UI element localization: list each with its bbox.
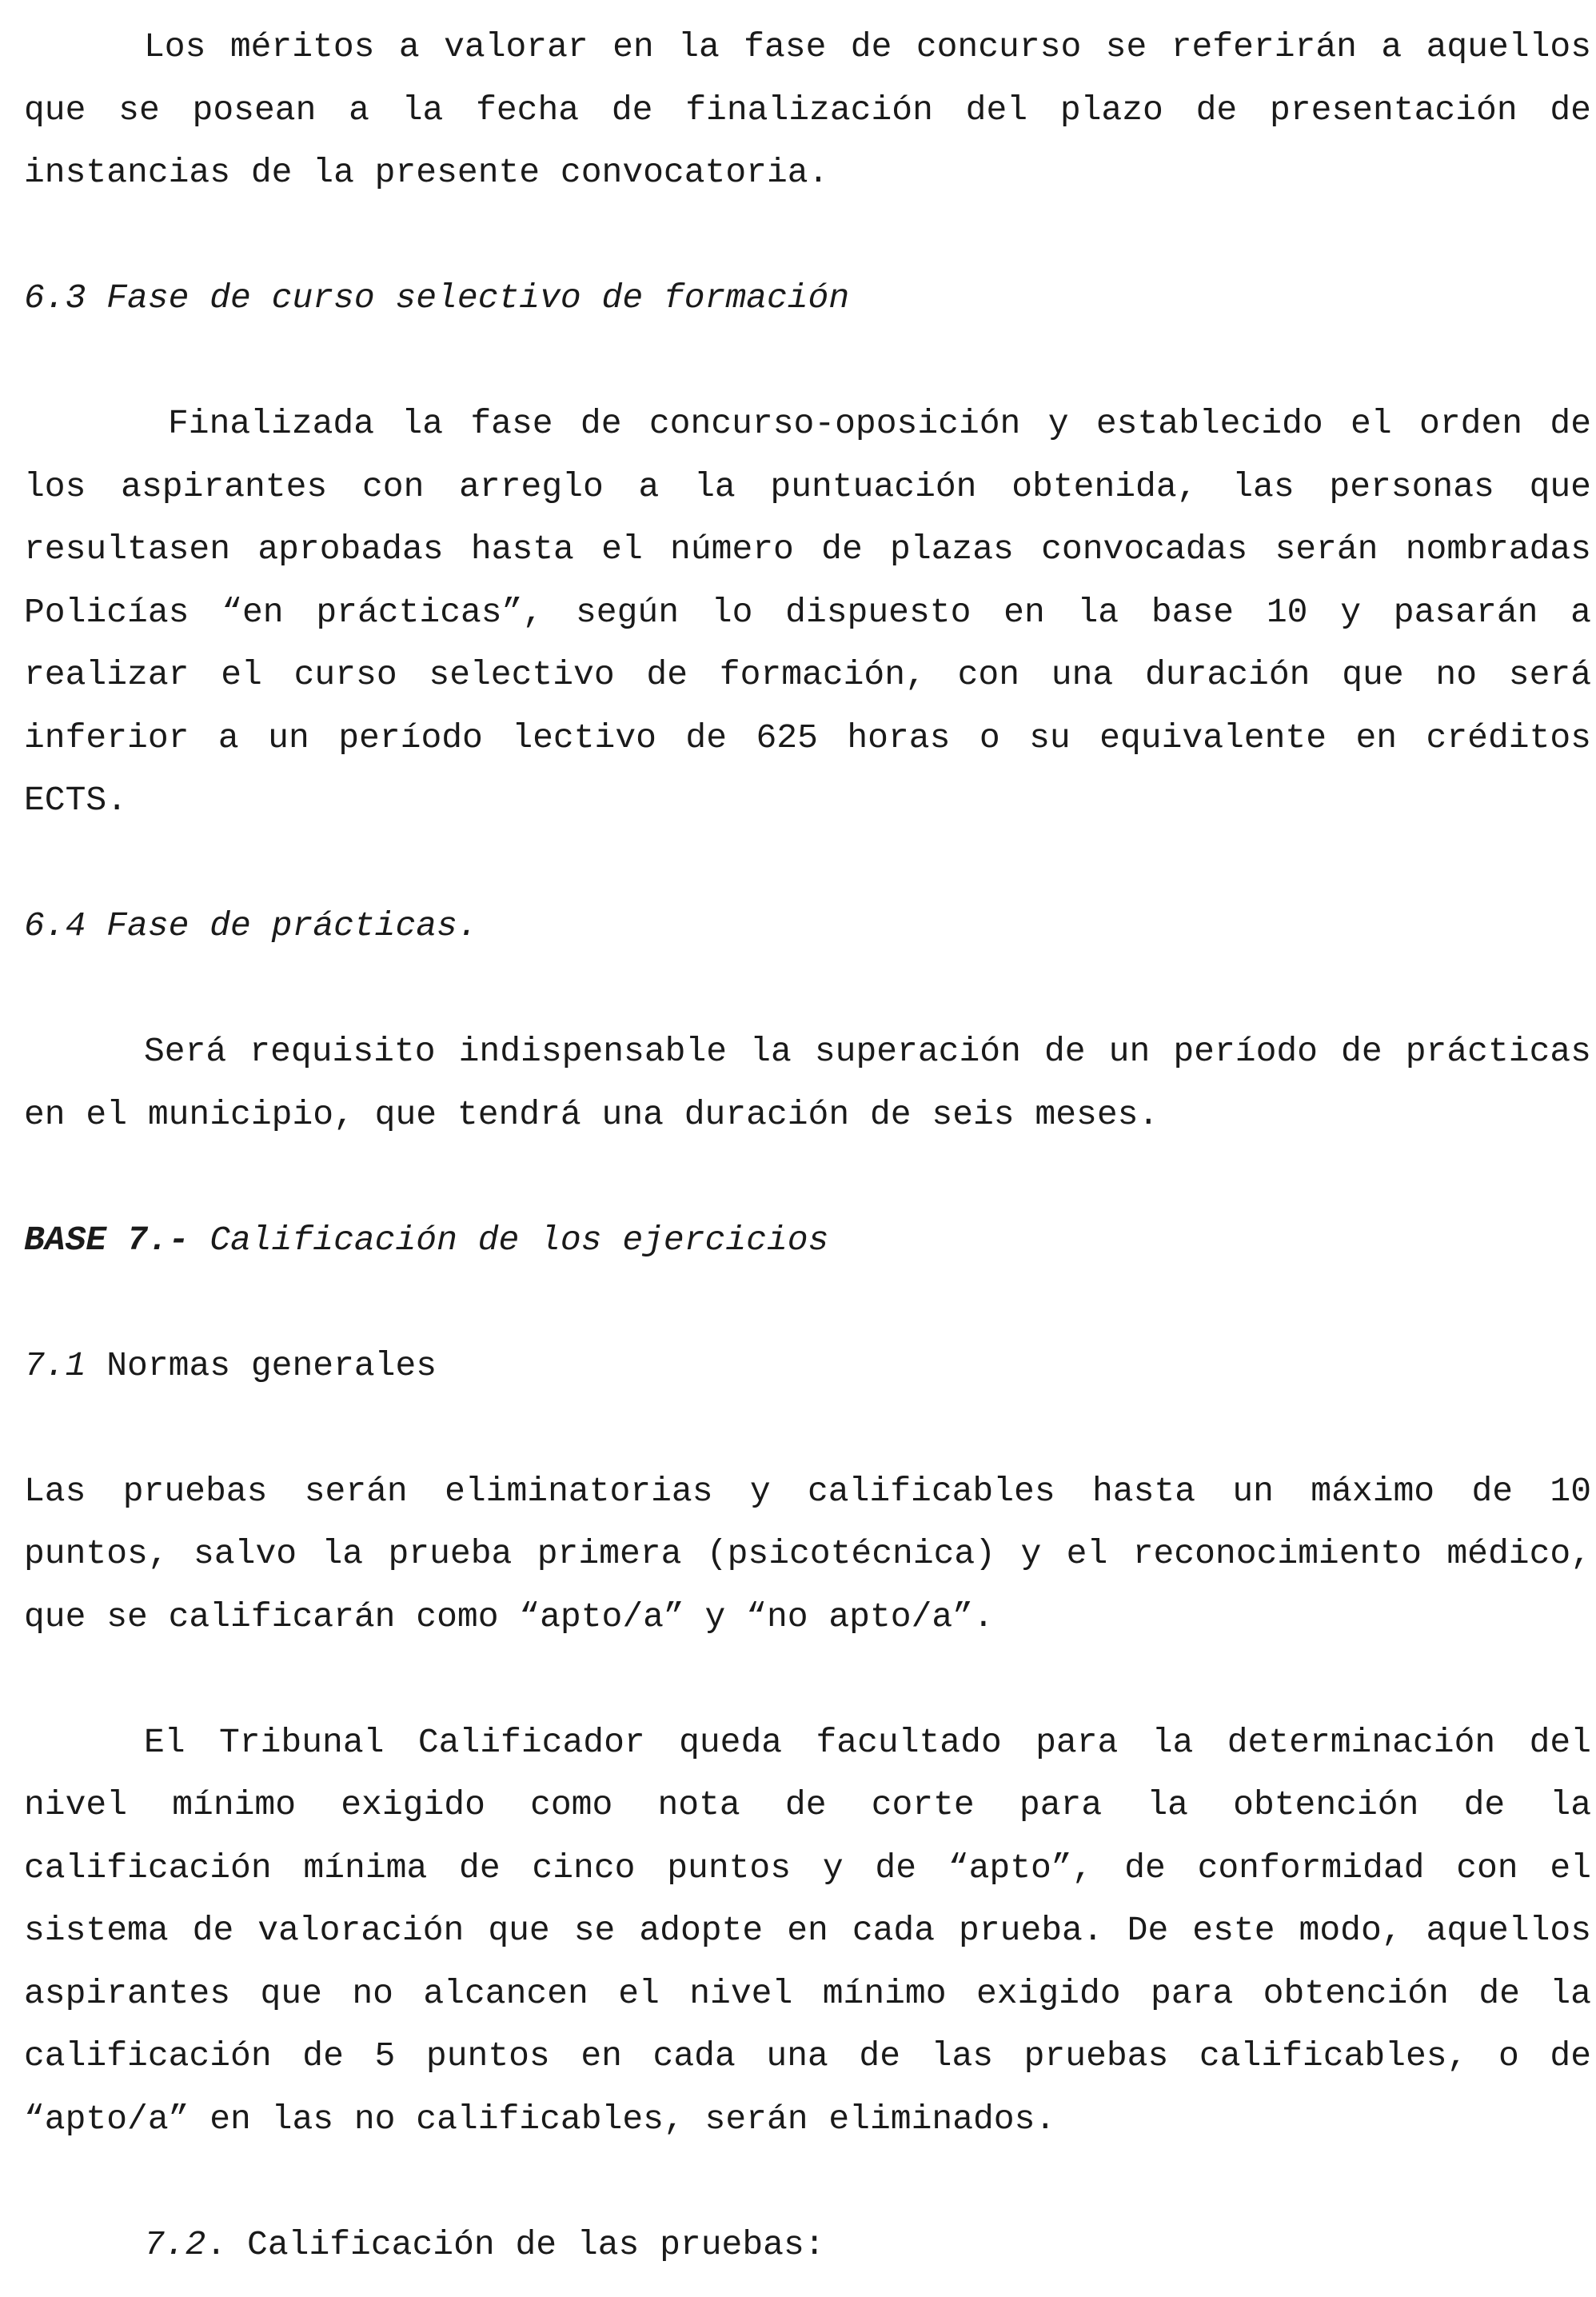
base-7-title: Calificación de los ejercicios xyxy=(189,1220,829,1260)
paragraph-pruebas-eliminatorias: Las pruebas serán eliminatorias y calificables hasta un máximo de 10 puntos, salvo la prueba primera (psicotécnica) y el reconocimiento médico, que se calificarán como “apto/a” y “no apto/a”. xyxy=(24,1471,1591,1636)
base-7-label: BASE 7.- xyxy=(24,1220,190,1260)
heading-6-4 xyxy=(24,895,1591,958)
heading-base-7 xyxy=(24,1209,1591,1272)
heading-7-2-title: . Calificación de las pruebas: xyxy=(205,2224,825,2264)
heading-7-1-title: Normas generales xyxy=(86,1345,437,1385)
heading-7-1 xyxy=(24,1335,1591,1398)
heading-6-3 xyxy=(24,267,1591,330)
paragraph-curso-selectivo: Finalizada la fase de concurso-oposición y establecido el orden de los aspirantes con arreglo a la puntuación obtenida, las personas que resultasen aprobadas hasta el número de plazas convocadas serán nombradas Policías “en prácticas”, según lo dispuesto en la base 10 y pasarán a realizar el curso selectivo de formación, con una duración que no será inferior a un período lectivo de 625 horas o su equivalente en créditos ECTS. xyxy=(24,404,1591,820)
heading-7-2 xyxy=(24,2214,1591,2277)
document-page xyxy=(24,16,1591,2276)
heading-6-4-text: 6.4 Fase de prácticas. xyxy=(24,906,478,945)
heading-6-3-text: 6.3 Fase de curso selectivo de formación xyxy=(24,278,850,318)
paragraph-meritos: Los méritos a valorar en la fase de concurso se referirán a aquellos que se posean a la fecha de finalización del plazo de presentación de instancias de la presente convocatoria. xyxy=(24,27,1591,192)
heading-7-2-number: 7.2 xyxy=(144,2224,206,2264)
heading-7-1-number: 7.1 xyxy=(24,1345,86,1385)
paragraph-tribunal: El Tribunal Calificador queda facultado para la determinación del nivel mínimo exigido como nota de corte para la obtención de la calificación mínima de cinco puntos y de “apto”, de conformidad con el sistema de valoración que se adopte en cada prueba. De este modo, aquellos aspirantes que no alcancen el nivel mínimo exigido para obtención de la calificación de 5 puntos en cada una de las pruebas calificables, o de “apto/a” en las no calificables, serán eliminados. xyxy=(24,1722,1591,2139)
paragraph-practicas: Será requisito indispensable la superación de un período de prácticas en el municipio, que tendrá una duración de seis meses. xyxy=(24,1032,1591,1134)
